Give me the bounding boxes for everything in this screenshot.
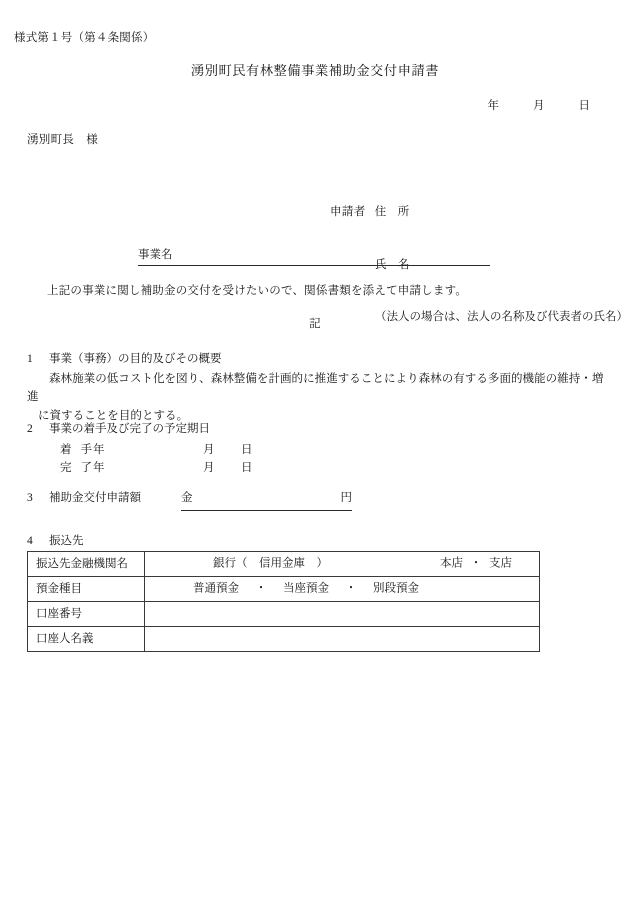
section-4-heading: 振込先 <box>49 535 84 547</box>
deposit-type-options[interactable] <box>193 583 419 596</box>
project-name-label: 事業名 <box>138 249 173 261</box>
deposit-option-special[interactable]: 別段預金 <box>373 582 419 595</box>
bank-institution-value[interactable] <box>145 552 540 577</box>
table-row <box>28 577 540 602</box>
account-holder-value[interactable] <box>145 627 540 652</box>
section-2-date-rows <box>27 441 279 477</box>
section-item-4 <box>27 533 84 551</box>
start-date-day: 日 <box>241 443 253 456</box>
completion-date-label-b: 了 <box>80 461 92 474</box>
start-date-label-b: 手 <box>80 443 92 456</box>
applicant-label: 申請者 <box>330 206 366 218</box>
form-number: 様式第１号（第４条関係） <box>14 32 155 44</box>
applicant-address-row <box>330 204 628 222</box>
applicant-name-label: 氏 名 <box>375 258 410 271</box>
completion-date-row <box>27 459 279 477</box>
page-title: 湧別町民有林整備事業補助金交付申請書 <box>190 63 440 78</box>
account-holder-label: 口座人名義 <box>28 627 145 652</box>
bank-transfer-table <box>27 551 540 652</box>
deposit-type-value[interactable] <box>145 577 540 602</box>
start-date-year: 年 <box>93 443 105 456</box>
section-1-heading: 事業（事務）の目的及びその概要 <box>49 353 222 365</box>
addressee <box>27 135 98 147</box>
addressee-honorific: 様 <box>86 134 99 146</box>
deposit-separator-2: ・ <box>345 582 357 595</box>
start-date-month: 月 <box>203 443 215 456</box>
start-date-label-a: 着 <box>60 443 72 456</box>
bank-type-text: 銀行（ 信用金庫 ） <box>213 557 328 570</box>
section-3-heading: 補助金交付申請額 <box>49 492 141 504</box>
table-row <box>28 627 540 652</box>
currency-suffix: 円 <box>340 492 352 504</box>
deposit-option-ordinary[interactable]: 普通預金 <box>193 582 239 595</box>
completion-date-label <box>60 459 93 477</box>
branch-separator: ・ <box>470 557 482 570</box>
date-year-label: 年 <box>487 100 499 112</box>
section-2-number: 2 <box>27 423 33 435</box>
intro-text: 上記の事業に関し補助金の交付を受けたいので、関係書類を添えて申請します。 <box>47 285 468 297</box>
table-row <box>28 602 540 627</box>
start-date-label <box>60 441 93 459</box>
completion-date-label-a: 完 <box>60 461 72 474</box>
section-3-number: 3 <box>27 492 33 504</box>
section-1-number: 1 <box>27 353 33 365</box>
section-2-heading: 事業の着手及び完了の予定期日 <box>49 423 210 435</box>
section-1-body-line-1: 森林施業の低コスト化を図り、森林整備を計画的に推進することにより森林の有する多面的機能の維持・増進 <box>27 372 604 403</box>
branch-choice[interactable] <box>440 558 512 571</box>
account-number-value[interactable] <box>145 602 540 627</box>
section-1-body <box>27 370 613 426</box>
project-name-field[interactable] <box>138 250 490 266</box>
applicant-address-label: 住 所 <box>374 206 410 218</box>
bank-institution-label: 振込先金融機関名 <box>28 552 145 577</box>
account-number-label: 口座番号 <box>28 602 145 627</box>
deposit-option-current[interactable]: 当座預金 <box>283 582 329 595</box>
table-row <box>28 552 540 577</box>
branch-main-option[interactable]: 本店 <box>440 557 463 570</box>
completion-date-year: 年 <box>93 461 105 474</box>
start-date-row <box>27 441 279 459</box>
section-4-number: 4 <box>27 535 33 547</box>
section-item-1 <box>27 351 613 425</box>
kiji-marker: 記 <box>309 318 321 330</box>
addressee-name: 湧別町長 <box>27 134 75 146</box>
subsidy-amount-field[interactable] <box>181 490 352 511</box>
completion-date-day: 日 <box>241 461 253 474</box>
date-line <box>0 101 590 113</box>
applicant-corporate-note: （法人の場合は、法人の名称及び代表者の氏名） <box>375 311 628 323</box>
section-item-2 <box>27 421 279 477</box>
date-day-label: 日 <box>578 100 590 112</box>
completion-date-month: 月 <box>203 461 215 474</box>
date-month-label: 月 <box>533 100 545 112</box>
currency-prefix: 金 <box>181 492 193 504</box>
section-1-body-line-2: に資することを目的とする。 <box>38 409 189 422</box>
deposit-type-label: 預金種目 <box>28 577 145 602</box>
section-item-3 <box>27 490 352 511</box>
branch-sub-option[interactable]: 支店 <box>489 557 512 570</box>
deposit-separator-1: ・ <box>255 582 267 595</box>
